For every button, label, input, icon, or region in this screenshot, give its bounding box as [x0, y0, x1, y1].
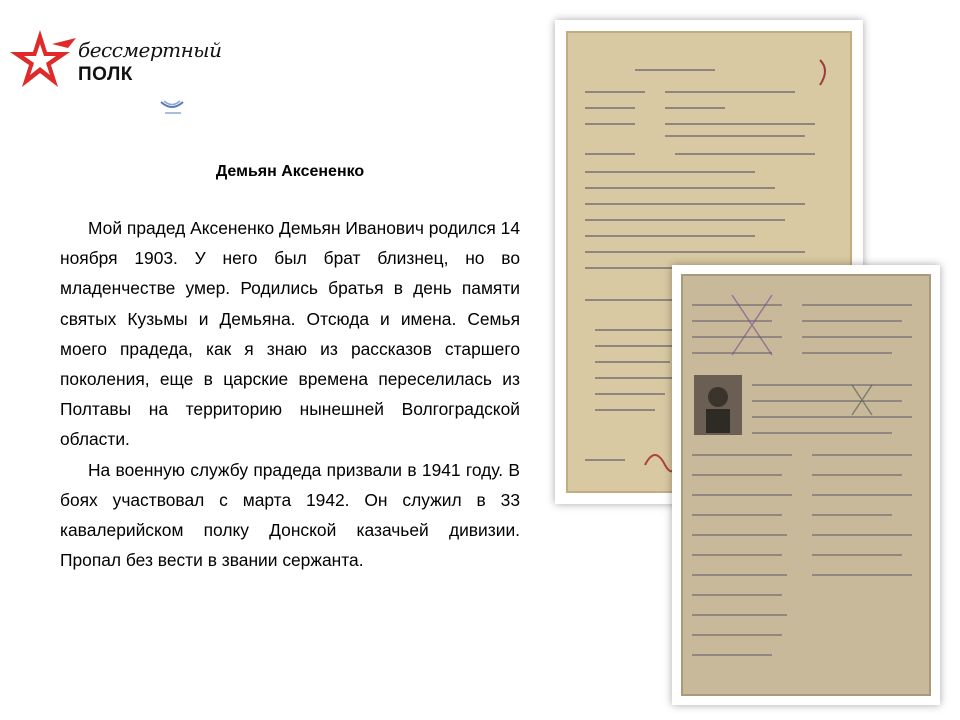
small-emblem-icon: [159, 98, 185, 116]
logo-text-top: бессмертный: [78, 38, 222, 62]
page-title: Демьян Аксененко: [215, 163, 365, 180]
logo-text-bottom: ПОЛК: [78, 64, 133, 85]
archival-document-photo: [672, 265, 940, 705]
story-paragraph: Мой прадед Аксененко Демьян Иванович родился 14 ноября 1903. У него был брат близнец, но во младенчестве умер. Родились братья в день памяти святых Кузьмы и Демьяна. Отсюда и имена. Семья моего прадеда, как я знаю из рассказов старшего поколения, еще в царские времена переселилась из Полтавы на территорию нынешней Волгоградской области.: [60, 218, 520, 450]
story-paragraph: На военную службу прадеда призвали в 1941 году. В боях участвовал с марта 1942. Он служил в 33 кавалерийском полку Донской казачьей дивизии. Пропал без вести в звании сержанта.: [60, 459, 520, 571]
story-text: [60, 213, 520, 575]
